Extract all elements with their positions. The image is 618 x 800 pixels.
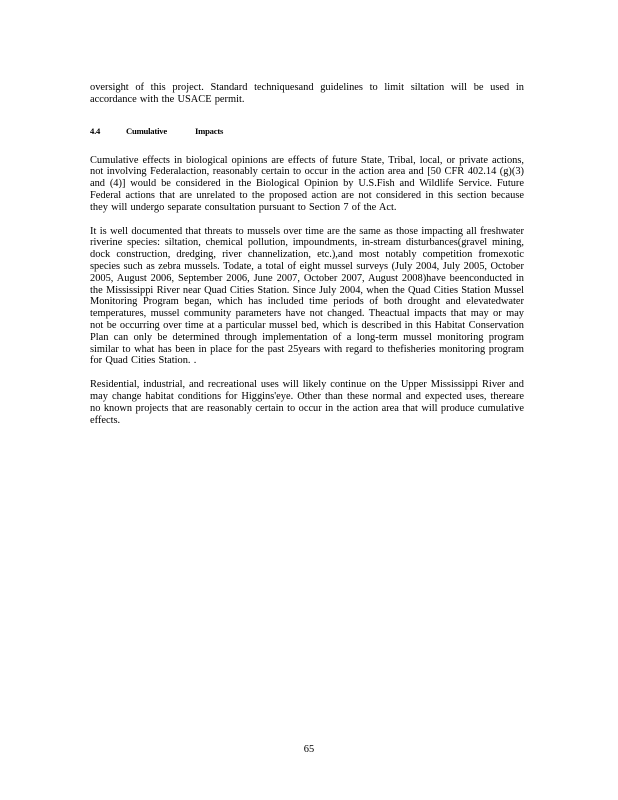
section-title-word-cumulative: Cumulative (126, 125, 167, 136)
paragraph-cumulative-effects: Cumulative effects in biological opinions are effects of future State, Tribal, local, or private actions, not involving Federalaction, reasonably certain to occur in the action area and [50 CFR 402.14 (g)(3) and (4)] would be considered in the Biological Opinion by U.S.Fish and Wildlife Service. Future Federal actions that are unrelated to the proposed action are not considered in this section because they will undergo separate consultation pursuant to Section 7 of the Act. (90, 154, 524, 213)
section-title-word-impacts: Impacts (194, 125, 224, 136)
section-heading (90, 126, 524, 136)
page-body (90, 82, 524, 426)
paragraph-residential-uses: Residential, industrial, and recreational uses will likely continue on the Upper Mississippi River and may change habitat conditions for Higgins'eye. Other than these normal and expected uses, thereare no known projects that are reasonably certain to occur in the action area that will produce cumulative effects. (90, 379, 524, 426)
page-number: 65 (303, 744, 315, 755)
section-title (126, 126, 251, 136)
section-number: 4.4 (90, 125, 101, 136)
paragraph-mussel-threats: It is well documented that threats to mussels over time are the same as those impacting all freshwater riverine species: siltation, chemical pollution, impoundments, in-stream disturbances(gravel mining, dock construction, dredging, river channelization, etc.),and most notably competition fromexotic species such as zebra mussels. Todate, a total of eight mussel surveys (July 2004, July 2005, October 2005, August 2006, September 2006, June 2007, October 2007, August 2008)have beenconducted in the Mississippi River near Quad Cities Station. Since July 2004, when the Quad Cities Station Mussel Monitoring Program began, which has included time periods of both drought and elevatedwater temperatures, mussel community parameters have not changed. Theactual impacts that may or may not be occurring over time at a particular mussel bed, which is described in this Habitat Conservation Plan can only be determined through implementation of a long-term mussel monitoring program similar to what has been in place for the past 25years with regard to thefisheries monitoring program for Quad Cities Station. . (90, 225, 524, 367)
spacer (90, 367, 524, 379)
spacer (90, 214, 524, 226)
paragraph-oversight: oversight of this project. Standard techniquesand guidelines to limit siltation will be used in accordance with the USACE permit. (90, 82, 524, 105)
spacer (90, 136, 524, 155)
